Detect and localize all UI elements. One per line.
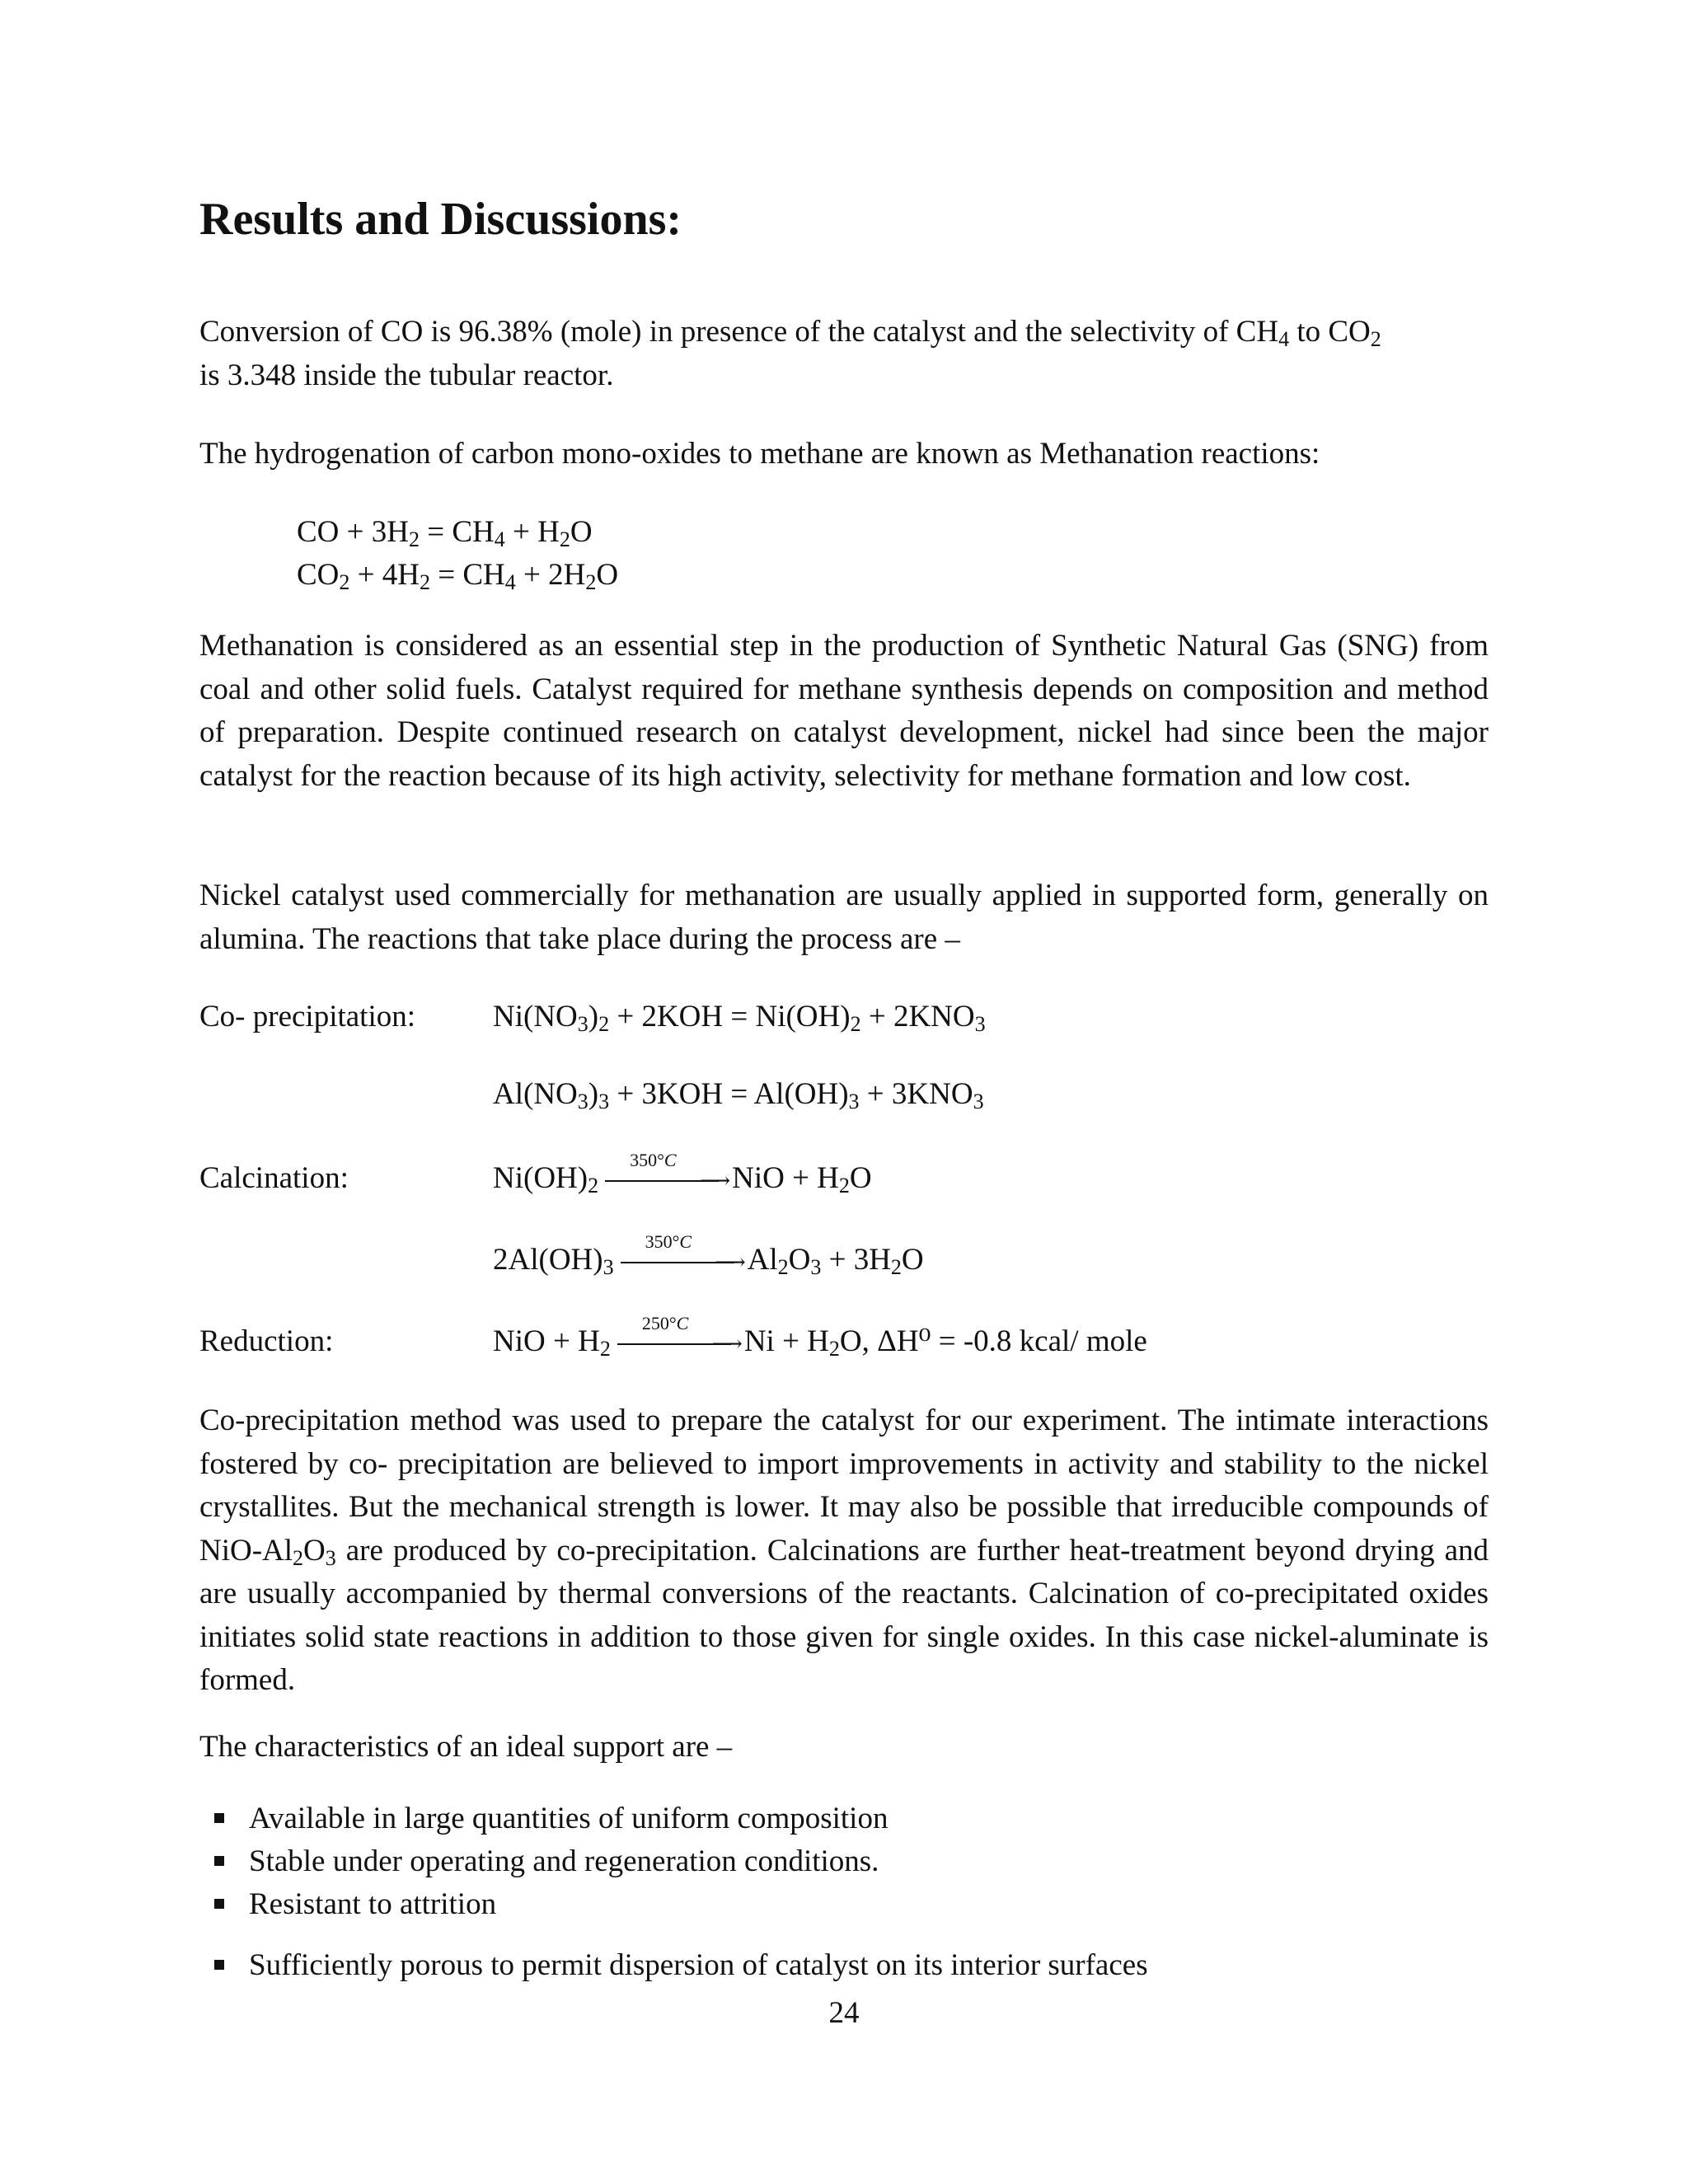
bullet-square-icon — [214, 1899, 224, 1909]
list-item: Resistant to attrition — [211, 1883, 1148, 1926]
reduction-equation: NiO + $H_2$ 250°C ⟶ $Ni + H_2O$, ΔH⁰ = -0.8 kcal/ mole — [493, 1312, 1147, 1361]
paragraph-methanation-description: Methanation is considered as an essential step in the production of Synthetic Natural Gas (SNG) from coal and other solid fuels. Catalyst required for methane synthesis depends on composition and method of preparation. Despite continued research on catalyst development, nickel had since been the major catalyst for the reaction because of its high activity, selectivity for methane formation and low cost. — [199, 629, 1489, 793]
bullet-square-icon — [214, 1813, 224, 1823]
label-reduction: Reduction: — [199, 1324, 334, 1358]
paragraph-nickel-catalyst: Nickel catalyst used commercially for methanation are usually applied in supported form, generally on alumina. The reactions that take place during the process are – — [199, 879, 1489, 956]
bullet-square-icon — [214, 1960, 224, 1970]
page-number: 24 — [828, 1996, 860, 2030]
paragraph-methanation-intro: The hydrogenation of carbon mono-oxides to methane are known as Methanation reactions: — [199, 437, 1320, 471]
reaction-arrow: 350°C ⟶ — [605, 1173, 730, 1189]
list-item: Sufficiently porous to permit dispersion of catalyst on its interior surfaces — [211, 1944, 1148, 1987]
label-calcination: Calcination: — [199, 1161, 349, 1195]
paragraph-conversion-line1: Conversion of CO is 96.38% (mole) in presence of the catalyst and the selectivity of $CH_4$ to $CO_2$ — [199, 315, 1381, 351]
paragraph-coprecipitation-method: Co-precipitation method was used to prepare the catalyst for our experiment. The intimate interactions fostered by co- precipitation are believed to import improvements in activity and stability to the nickel crystallites. But the mechanical strength is lower. It may also be possible that irreducible compounds of NiO-$Al_2O_3$ are produced by co-precipitation. Calcinations are further heat-treatment beyond drying and are usually accompanied by thermal conversions of the reactants. Calcination of co-precipitated oxides initiates solid state reactions in addition to those given for single oxides. In this case nickel-aluminate is formed. — [199, 1404, 1489, 1697]
bullet-square-icon — [214, 1856, 224, 1866]
paragraph-conversion-line2: is 3.348 inside the tubular reactor. — [199, 359, 614, 392]
coprecipitation-equation-2: $Al(NO_3)_3 + 3KOH = Al(OH)_3 + 3KNO_3$ — [493, 1077, 984, 1113]
calcination-equation-2: $2Al(OH)_3$ 350°C ⟶ $Al_2O_3 + 3H_2O$ — [493, 1230, 924, 1279]
arrow-condition: 350°C — [630, 1149, 677, 1170]
paragraph-support-intro: The characteristics of an ideal support are – — [199, 1730, 733, 1764]
list-item: Stable under operating and regeneration conditions. — [211, 1840, 1148, 1883]
methanation-equation-1: CO + $3H_2 = CH_4 + H_2O$ — [297, 515, 593, 551]
label-coprecipitation: Co- precipitation: — [199, 1000, 416, 1033]
list-item: Available in large quantities of uniform composition — [211, 1797, 1148, 1840]
section-heading: Results and Discussions: — [199, 194, 682, 245]
reaction-arrow: 250°C ⟶ — [617, 1336, 743, 1352]
coprecipitation-equation-1: $Ni(NO_3)_2 + 2KOH = Ni(OH)_2 + 2KNO_3$ — [493, 1000, 986, 1036]
support-characteristics-list — [211, 1797, 1148, 1987]
calcination-equation-1: $Ni(OH)_2$ 350°C ⟶ NiO + $H_2O$ — [493, 1149, 872, 1197]
arrow-condition: 350°C — [645, 1230, 692, 1252]
arrow-condition: 250°C — [641, 1312, 689, 1333]
reaction-arrow: 350°C ⟶ — [621, 1254, 746, 1271]
methanation-equation-2: $CO_2 + 4H_2 = CH_4 + 2H_2O$ — [297, 558, 619, 594]
